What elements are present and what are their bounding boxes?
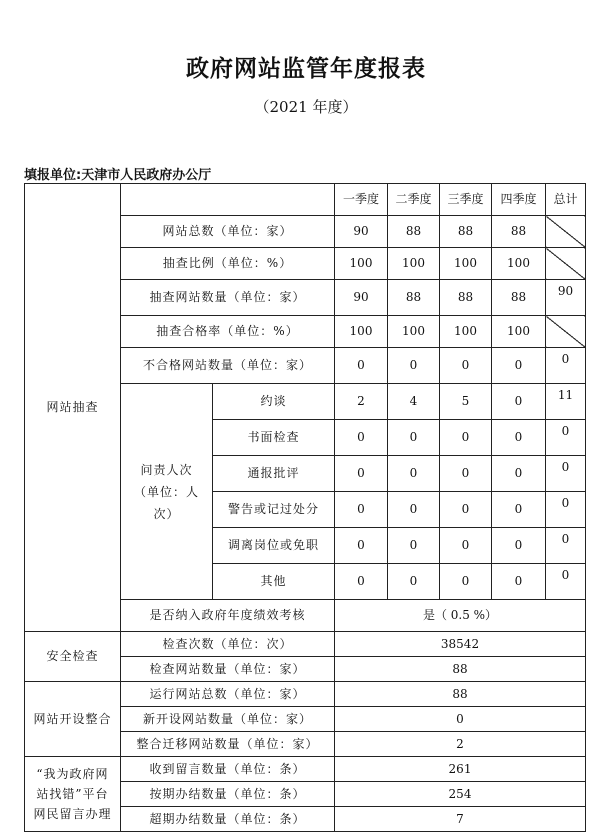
cell-q4: 88 (492, 216, 546, 248)
cell-q1: 90 (335, 280, 388, 316)
header-q3: 三季度 (440, 184, 492, 216)
cell-q3: 0 (440, 420, 492, 456)
cell-q2: 88 (388, 280, 440, 316)
row-label: 检查网站数量（单位：家） (121, 657, 335, 682)
cell-q1: 0 (335, 456, 388, 492)
header-q2: 二季度 (388, 184, 440, 216)
cell-q4: 0 (492, 384, 546, 420)
section-website-check: 网站抽查 (25, 184, 121, 632)
cell-q3: 88 (440, 280, 492, 316)
cell-total: 0 (546, 564, 586, 600)
header-blank (121, 184, 335, 216)
cell-total: 0 (546, 456, 586, 492)
cell-q2: 4 (388, 384, 440, 420)
cell-q2: 0 (388, 456, 440, 492)
cell-q4: 100 (492, 316, 546, 348)
cell-q4: 0 (492, 492, 546, 528)
header-row (25, 184, 586, 216)
cell-q1: 0 (335, 492, 388, 528)
cell-merged-value: 7 (335, 807, 586, 832)
row-label: 其他 (213, 564, 335, 600)
cell-q4: 0 (492, 348, 546, 384)
cell-q2: 0 (388, 564, 440, 600)
cell-q1: 0 (335, 348, 388, 384)
table-row (25, 757, 586, 782)
cell-q4: 100 (492, 248, 546, 280)
cell-merged-value: 88 (335, 682, 586, 707)
section-consolidation: 网站开设整合 (25, 682, 121, 757)
cell-total: 11 (546, 384, 586, 420)
row-label: 抽查合格率（单位：%） (121, 316, 335, 348)
report-title: 政府网站监管年度报表 (186, 56, 426, 82)
row-label: 抽查比例（单位：%） (121, 248, 335, 280)
cell-q3: 5 (440, 384, 492, 420)
cell-q3: 0 (440, 492, 492, 528)
row-label: 新开设网站数量（单位：家） (121, 707, 335, 732)
cell-q1: 0 (335, 420, 388, 456)
cell-q3: 88 (440, 216, 492, 248)
cell-q4: 0 (492, 456, 546, 492)
cell-total: 0 (546, 492, 586, 528)
report-year: （2021 年度） (254, 98, 358, 116)
cell-q3: 100 (440, 248, 492, 280)
cell-merged-value: 是（ 0.5 %） (335, 600, 586, 632)
header-q4: 四季度 (492, 184, 546, 216)
reporting-unit: 填报单位:天津市人民政府办公厅 (24, 168, 212, 183)
cell-q3: 0 (440, 528, 492, 564)
row-label: 网站总数（单位：家） (121, 216, 335, 248)
row-label: 约谈 (213, 384, 335, 420)
cell-q2: 88 (388, 216, 440, 248)
cell-q2: 100 (388, 248, 440, 280)
cell-total-na (546, 316, 586, 348)
table-row (25, 682, 586, 707)
cell-q3: 0 (440, 456, 492, 492)
cell-q1: 2 (335, 384, 388, 420)
cell-q1: 0 (335, 564, 388, 600)
accountability-label: 问责人次（单位：人次） (121, 384, 213, 600)
row-label: 调离岗位或免职 (213, 528, 335, 564)
cell-q4: 0 (492, 564, 546, 600)
cell-q1: 90 (335, 216, 388, 248)
cell-q1: 100 (335, 248, 388, 280)
row-label: 不合格网站数量（单位：家） (121, 348, 335, 384)
row-label: 抽查网站数量（单位：家） (121, 280, 335, 316)
section-security: 安全检查 (25, 632, 121, 682)
cell-q1: 100 (335, 316, 388, 348)
cell-q3: 0 (440, 348, 492, 384)
row-label: 警告或记过处分 (213, 492, 335, 528)
cell-q2: 0 (388, 348, 440, 384)
cell-q4: 0 (492, 528, 546, 564)
cell-total: 0 (546, 528, 586, 564)
header-q1: 一季度 (335, 184, 388, 216)
cell-q3: 100 (440, 316, 492, 348)
cell-q2: 0 (388, 528, 440, 564)
row-label: 按期办结数量（单位：条） (121, 782, 335, 807)
row-label: 整合迁移网站数量（单位：家） (121, 732, 335, 757)
cell-q3: 0 (440, 564, 492, 600)
cell-q4: 88 (492, 280, 546, 316)
cell-merged-value: 2 (335, 732, 586, 757)
cell-q2: 0 (388, 492, 440, 528)
cell-total-na (546, 216, 586, 248)
cell-merged-value: 0 (335, 707, 586, 732)
row-label: 书面检查 (213, 420, 335, 456)
cell-merged-value: 261 (335, 757, 586, 782)
header-total: 总计 (546, 184, 586, 216)
row-label: 是否纳入政府年度绩效考核 (121, 600, 335, 632)
row-label: 通报批评 (213, 456, 335, 492)
cell-merged-value: 254 (335, 782, 586, 807)
cell-q2: 100 (388, 316, 440, 348)
row-label: 收到留言数量（单位：条） (121, 757, 335, 782)
cell-merged-value: 38542 (335, 632, 586, 657)
cell-merged-value: 88 (335, 657, 586, 682)
cell-q2: 0 (388, 420, 440, 456)
cell-total: 0 (546, 420, 586, 456)
table-row (25, 632, 586, 657)
row-label: 超期办结数量（单位：条） (121, 807, 335, 832)
cell-q1: 0 (335, 528, 388, 564)
section-platform: “我为政府网站找错”平台网民留言办理 (25, 757, 121, 832)
cell-total: 90 (546, 280, 586, 316)
row-label: 检查次数（单位：次） (121, 632, 335, 657)
row-label: 运行网站总数（单位：家） (121, 682, 335, 707)
cell-q4: 0 (492, 420, 546, 456)
cell-total-na (546, 248, 586, 280)
cell-total: 0 (546, 348, 586, 384)
report-table (24, 183, 586, 832)
